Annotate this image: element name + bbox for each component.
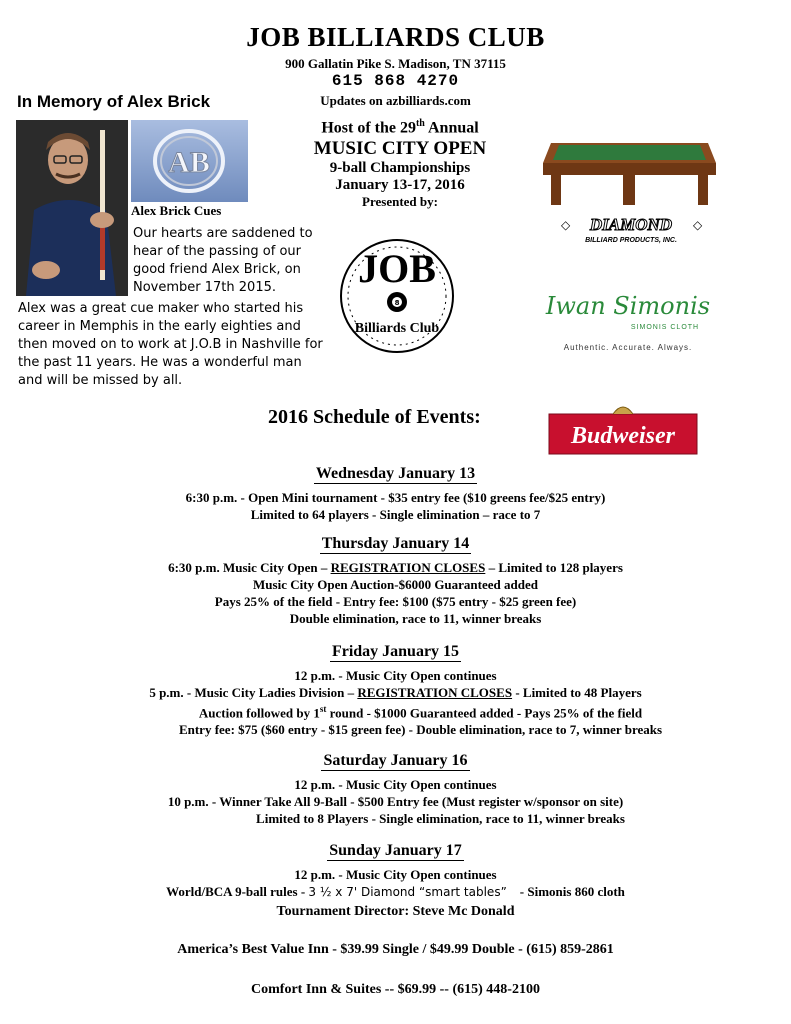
budweiser-text: Budweiser — [570, 423, 676, 449]
thursday-line-1b: – Limited to 128 players — [485, 560, 623, 575]
day-title-friday: Friday January 15 — [331, 643, 460, 660]
sunday-cloth: - Simonis 860 cloth — [506, 884, 625, 899]
diamond-subtext: BILLIARD PRODUCTS, INC. — [585, 237, 677, 244]
svg-text:◇: ◇ — [693, 218, 703, 232]
budweiser-logo — [547, 400, 699, 460]
job-logo-letters: JOB — [358, 246, 436, 291]
pool-table-graphic — [541, 133, 718, 207]
memorial-text-2: Alex was a great cue maker who started his career in Memphis in the early eighties and then moved on to work at J.O.B in Nashville for the past 11 years. He was a wonderful man and will be missed by all. — [18, 301, 323, 388]
wednesday-line-2: Limited to 64 players - Single elimination – race to 7 — [250, 507, 541, 522]
club-title: JOB BILLIARDS CLUB — [246, 22, 545, 52]
day-title-sunday: Sunday January 17 — [329, 842, 462, 859]
diamond-text: DIAMOND — [589, 215, 673, 234]
thursday-line-1 — [0, 559, 791, 576]
club-updates: Updates on azbilliards.com — [320, 93, 471, 108]
sunday-line-2 — [0, 883, 791, 901]
host-block — [255, 118, 545, 210]
friday-registration-closes: REGISTRATION CLOSES — [357, 685, 513, 700]
day-wednesday — [0, 465, 791, 523]
alex-brick-cues-logo — [131, 120, 248, 202]
svg-text:8: 8 — [394, 299, 400, 307]
friday-line-2 — [0, 684, 791, 701]
budweiser-logo-graphic — [547, 400, 699, 460]
friday-line-1: 12 p.m. - Music City Open continues — [294, 668, 497, 683]
event-name: MUSIC CITY OPEN — [313, 138, 487, 160]
friday-line-2a: 5 p.m. - Music City Ladies Division – — [149, 685, 358, 700]
friday-line-3 — [0, 701, 791, 721]
day-saturday — [0, 752, 791, 827]
friday-line-3a: Auction followed by 1 — [198, 705, 320, 721]
presented-by: Presented by: — [362, 194, 438, 210]
memorial-text-1: Our hearts are saddened to hear of the passing of our good friend Alex Brick, on November 17th 2015. — [133, 226, 313, 295]
job-logo-text: Billiards Club — [354, 321, 440, 336]
wednesday-line-1: 6:30 p.m. - Open Mini tournament - $35 entry fee ($10 greens fee/$25 entry) — [185, 490, 606, 505]
club-phone: 615 868 4270 — [331, 72, 460, 90]
host-prefix: Host of the 29 — [321, 119, 416, 137]
event-subtitle: 9-ball Championships — [329, 160, 471, 177]
memorial-photo-illustration — [16, 120, 128, 296]
friday-line-3-sup: st — [319, 704, 327, 714]
svg-text:◇: ◇ — [561, 218, 571, 232]
thursday-line-3: Pays 25% of the field - Entry fee: $100 ($75 entry - $25 green fee) — [214, 594, 577, 609]
simonis-script: Iwan Simonis — [545, 292, 711, 320]
diamond-logo-graphic — [553, 211, 708, 247]
ab-logo-graphic — [131, 120, 248, 202]
friday-line-2b: - Limited to 48 Players — [512, 685, 642, 700]
memorial-heading: In Memory of Alex Brick — [17, 92, 211, 111]
friday-line-3b: round - $1000 Guaranteed added - Pays 25% of the field — [326, 705, 643, 721]
job-logo-graphic — [333, 228, 461, 358]
job-billiards-logo — [333, 228, 461, 358]
saturday-line-2: 10 p.m. - Winner Take All 9-Ball - $500 Entry fee (Must register w/sponsor on site) — [167, 794, 624, 809]
friday-line-4: Entry fee: $75 ($60 entry - $15 green fee) - Double elimination, race to 7, winner breaks — [178, 722, 663, 738]
pool-table-image — [541, 133, 718, 207]
day-title-saturday: Saturday January 16 — [323, 752, 468, 769]
svg-text:AB: AB — [168, 146, 210, 179]
day-sunday — [0, 842, 791, 901]
hotel-americas-best-value: America’s Best Value Inn - $39.99 Single / $49.99 Double - (615) 859-2861 — [177, 942, 614, 957]
club-address: 900 Gallatin Pike S. Madison, TN 37115 — [285, 56, 506, 71]
thursday-registration-closes: REGISTRATION CLOSES — [330, 560, 486, 575]
simonis-tagline: Authentic. Accurate. Always. — [563, 343, 693, 352]
host-prefix-sup: th — [415, 118, 425, 129]
sunday-tables: 3 ½ x 7' Diamond “smart tables” — [308, 885, 507, 899]
tournament-director: Tournament Director: Steve Mc Donald — [276, 904, 515, 919]
hotel-comfort-inn: Comfort Inn & Suites -- $69.99 -- (615) 448-2100 — [251, 982, 540, 997]
schedule-heading: 2016 Schedule of Events: — [268, 406, 481, 428]
simonis-cloth: SIMONIS CLOTH — [630, 324, 700, 331]
thursday-line-2: Music City Open Auction-$6000 Guaranteed added — [253, 577, 538, 592]
alex-brick-cues-caption: Alex Brick Cues — [131, 203, 222, 218]
saturday-line-3: Limited to 8 Players - Single elimination, race to 11, winner breaks — [256, 811, 625, 826]
event-dates: January 13-17, 2016 — [335, 177, 465, 194]
host-prefix-end: Annual — [424, 119, 479, 137]
simonis-logo-graphic — [543, 284, 713, 354]
memorial-photo — [16, 120, 128, 296]
day-friday — [0, 643, 791, 738]
thursday-line-4: Double elimination, race to 11, winner breaks — [289, 611, 542, 626]
simonis-logo — [543, 284, 713, 354]
day-thursday — [0, 535, 791, 627]
host-line — [255, 118, 545, 137]
sunday-line-2a: World/BCA 9-ball rules - — [166, 884, 309, 899]
day-title-thursday: Thursday January 14 — [321, 535, 470, 552]
saturday-line-1: 12 p.m. - Music City Open continues — [294, 777, 497, 792]
thursday-line-1a: 6:30 p.m. Music City Open – — [168, 560, 331, 575]
diamond-logo — [553, 211, 708, 247]
day-title-wednesday: Wednesday January 13 — [315, 465, 476, 482]
sunday-line-1: 12 p.m. - Music City Open continues — [294, 867, 497, 882]
